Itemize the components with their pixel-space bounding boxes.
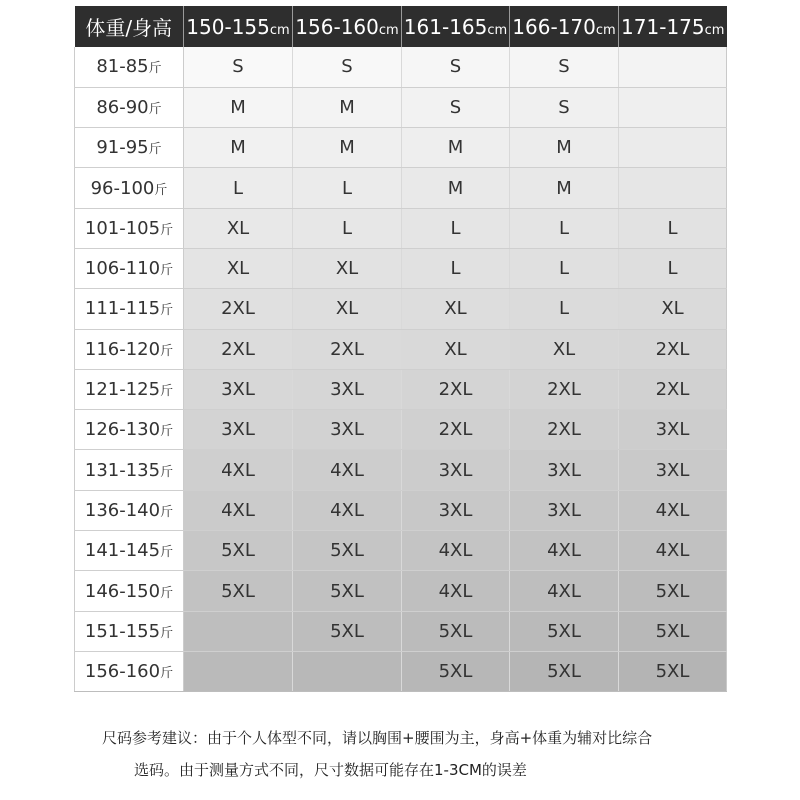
size-cell bbox=[184, 611, 293, 651]
size-cell: 3XL bbox=[619, 450, 727, 490]
weight-range: 111-115 bbox=[84, 298, 161, 320]
size-cell: L bbox=[619, 208, 727, 248]
size-cell: 2XL bbox=[619, 369, 727, 409]
height-range: 161-165 bbox=[403, 14, 488, 39]
weight-cell bbox=[75, 87, 184, 127]
weight-unit: 斤 bbox=[160, 585, 174, 601]
note-line-2: 选码。由于测量方式不同，尺寸数据可能存在1-3CM的误差 bbox=[134, 761, 527, 779]
size-cell: S bbox=[510, 47, 619, 87]
size-cell: L bbox=[402, 248, 510, 288]
size-cell: 5XL bbox=[510, 651, 619, 691]
weight-cell bbox=[75, 450, 184, 490]
weight-range: 151-155 bbox=[84, 620, 161, 642]
size-cell bbox=[619, 168, 727, 208]
size-cell: 5XL bbox=[293, 571, 402, 611]
size-cell: 3XL bbox=[184, 410, 293, 450]
weight-cell bbox=[75, 248, 184, 288]
size-cell: 4XL bbox=[619, 490, 727, 530]
size-cell: 4XL bbox=[184, 490, 293, 530]
height-range: 166-170 bbox=[512, 14, 596, 39]
table-row bbox=[75, 208, 727, 248]
table-row bbox=[75, 611, 727, 651]
size-cell: L bbox=[510, 248, 619, 288]
table-row bbox=[75, 531, 727, 571]
size-cell: 5XL bbox=[293, 531, 402, 571]
size-cell: 2XL bbox=[510, 410, 619, 450]
size-cell: 4XL bbox=[293, 490, 402, 530]
weight-cell bbox=[75, 531, 184, 571]
size-cell bbox=[293, 651, 402, 691]
size-cell: 5XL bbox=[619, 651, 727, 691]
size-cell: 2XL bbox=[293, 329, 402, 369]
size-cell: S bbox=[293, 47, 402, 87]
size-cell: 4XL bbox=[619, 531, 727, 571]
weight-range: 121-125 bbox=[84, 379, 161, 401]
size-cell: 3XL bbox=[293, 369, 402, 409]
table-row bbox=[75, 289, 727, 329]
size-cell: M bbox=[293, 87, 402, 127]
size-cell: L bbox=[293, 208, 402, 248]
height-unit: cm bbox=[378, 22, 399, 38]
weight-cell bbox=[75, 651, 184, 691]
weight-range: 126-130 bbox=[84, 419, 161, 441]
size-cell: L bbox=[402, 208, 510, 248]
size-cell: 3XL bbox=[619, 410, 727, 450]
weight-range: 91-95 bbox=[96, 137, 149, 159]
weight-cell bbox=[75, 490, 184, 530]
weight-range: 81-85 bbox=[96, 56, 149, 78]
size-cell: 5XL bbox=[619, 611, 727, 651]
size-cell: S bbox=[402, 47, 510, 87]
size-cell: 3XL bbox=[293, 410, 402, 450]
table-row bbox=[75, 128, 727, 168]
weight-cell bbox=[75, 289, 184, 329]
weight-cell bbox=[75, 329, 184, 369]
size-cell: 5XL bbox=[402, 651, 510, 691]
weight-range: 101-105 bbox=[84, 217, 161, 239]
weight-cell bbox=[75, 47, 184, 87]
height-range: 171-175 bbox=[621, 14, 705, 39]
size-cell: M bbox=[510, 168, 619, 208]
size-cell: 3XL bbox=[510, 450, 619, 490]
weight-unit: 斤 bbox=[154, 182, 168, 198]
height-range: 156-160 bbox=[295, 14, 379, 39]
weight-unit: 斤 bbox=[160, 504, 174, 520]
size-cell: 4XL bbox=[510, 571, 619, 611]
size-cell: 2XL bbox=[402, 369, 510, 409]
table-row bbox=[75, 369, 727, 409]
weight-range: 146-150 bbox=[84, 580, 161, 602]
table-row bbox=[75, 571, 727, 611]
height-header-5 bbox=[619, 6, 727, 47]
size-cell bbox=[619, 87, 727, 127]
size-cell: 2XL bbox=[510, 369, 619, 409]
size-cell bbox=[184, 651, 293, 691]
size-cell: L bbox=[510, 208, 619, 248]
size-cell: S bbox=[184, 47, 293, 87]
size-cell bbox=[619, 47, 727, 87]
size-note bbox=[102, 722, 742, 786]
table-row bbox=[75, 168, 727, 208]
height-header-4 bbox=[510, 6, 619, 47]
header-row bbox=[75, 6, 727, 47]
size-cell: XL bbox=[293, 289, 402, 329]
weight-unit: 斤 bbox=[160, 625, 174, 641]
size-cell: 5XL bbox=[402, 611, 510, 651]
size-cell: XL bbox=[184, 208, 293, 248]
weight-range: 131-135 bbox=[84, 459, 161, 481]
weight-range: 96-100 bbox=[90, 177, 155, 199]
height-header-3 bbox=[402, 6, 510, 47]
weight-unit: 斤 bbox=[160, 384, 174, 400]
size-cell: 5XL bbox=[293, 611, 402, 651]
weight-cell bbox=[75, 571, 184, 611]
height-unit: cm bbox=[269, 22, 290, 38]
weight-range: 106-110 bbox=[84, 258, 161, 280]
height-unit: cm bbox=[595, 22, 616, 38]
height-range: 150-155 bbox=[186, 14, 270, 39]
size-cell: 4XL bbox=[402, 571, 510, 611]
note-line-1: 尺码参考建议：由于个人体型不同，请以胸围+腰围为主，身高+体重为辅对比综合 bbox=[102, 729, 653, 747]
height-unit: cm bbox=[487, 22, 508, 38]
table-row bbox=[75, 329, 727, 369]
size-cell: 4XL bbox=[184, 450, 293, 490]
size-cell bbox=[619, 128, 727, 168]
size-cell: 5XL bbox=[184, 531, 293, 571]
weight-unit: 斤 bbox=[160, 343, 174, 359]
size-cell: L bbox=[510, 289, 619, 329]
weight-cell bbox=[75, 369, 184, 409]
weight-unit: 斤 bbox=[160, 666, 174, 682]
size-cell: XL bbox=[402, 289, 510, 329]
size-cell: 4XL bbox=[402, 531, 510, 571]
size-cell: M bbox=[184, 87, 293, 127]
size-cell: S bbox=[402, 87, 510, 127]
size-cell: M bbox=[402, 128, 510, 168]
size-cell: 2XL bbox=[184, 329, 293, 369]
weight-cell bbox=[75, 410, 184, 450]
weight-range: 136-140 bbox=[84, 499, 161, 521]
size-cell: 3XL bbox=[402, 490, 510, 530]
size-cell: XL bbox=[402, 329, 510, 369]
weight-unit: 斤 bbox=[148, 142, 162, 158]
size-cell: 3XL bbox=[510, 490, 619, 530]
height-unit: cm bbox=[704, 22, 725, 38]
size-cell: XL bbox=[619, 289, 727, 329]
size-cell: 5XL bbox=[184, 571, 293, 611]
weight-unit: 斤 bbox=[160, 222, 174, 238]
size-cell: 4XL bbox=[293, 450, 402, 490]
table-row bbox=[75, 248, 727, 288]
size-chart-table bbox=[74, 6, 727, 692]
table-row bbox=[75, 450, 727, 490]
weight-range: 141-145 bbox=[84, 540, 161, 562]
weight-unit: 斤 bbox=[148, 61, 162, 77]
size-cell: 5XL bbox=[510, 611, 619, 651]
size-cell: 2XL bbox=[619, 329, 727, 369]
table-row bbox=[75, 490, 727, 530]
weight-unit: 斤 bbox=[160, 263, 174, 279]
size-cell: S bbox=[510, 87, 619, 127]
size-cell: L bbox=[619, 248, 727, 288]
size-cell: 2XL bbox=[184, 289, 293, 329]
table-row bbox=[75, 651, 727, 691]
height-header-1 bbox=[184, 6, 293, 47]
weight-range: 116-120 bbox=[84, 338, 161, 360]
weight-unit: 斤 bbox=[148, 101, 162, 117]
weight-cell bbox=[75, 208, 184, 248]
weight-cell bbox=[75, 168, 184, 208]
size-cell: L bbox=[184, 168, 293, 208]
size-cell: L bbox=[293, 168, 402, 208]
size-cell: M bbox=[293, 128, 402, 168]
corner-header: 体重/身高 bbox=[75, 6, 184, 47]
table-body bbox=[75, 47, 727, 692]
size-cell: 4XL bbox=[510, 531, 619, 571]
size-cell: M bbox=[184, 128, 293, 168]
size-cell: XL bbox=[184, 248, 293, 288]
size-cell: M bbox=[402, 168, 510, 208]
table-row bbox=[75, 87, 727, 127]
size-cell: 3XL bbox=[184, 369, 293, 409]
size-cell: M bbox=[510, 128, 619, 168]
weight-unit: 斤 bbox=[160, 424, 174, 440]
table-row bbox=[75, 47, 727, 87]
size-cell: XL bbox=[510, 329, 619, 369]
size-cell: XL bbox=[293, 248, 402, 288]
height-header-2 bbox=[293, 6, 402, 47]
weight-range: 86-90 bbox=[96, 96, 149, 118]
weight-cell bbox=[75, 128, 184, 168]
weight-unit: 斤 bbox=[160, 545, 174, 561]
weight-cell bbox=[75, 611, 184, 651]
size-cell: 5XL bbox=[619, 571, 727, 611]
table-row bbox=[75, 410, 727, 450]
weight-range: 156-160 bbox=[84, 661, 161, 683]
weight-unit: 斤 bbox=[160, 464, 174, 480]
size-cell: 3XL bbox=[402, 450, 510, 490]
size-cell: 2XL bbox=[402, 410, 510, 450]
weight-unit: 斤 bbox=[160, 303, 174, 319]
